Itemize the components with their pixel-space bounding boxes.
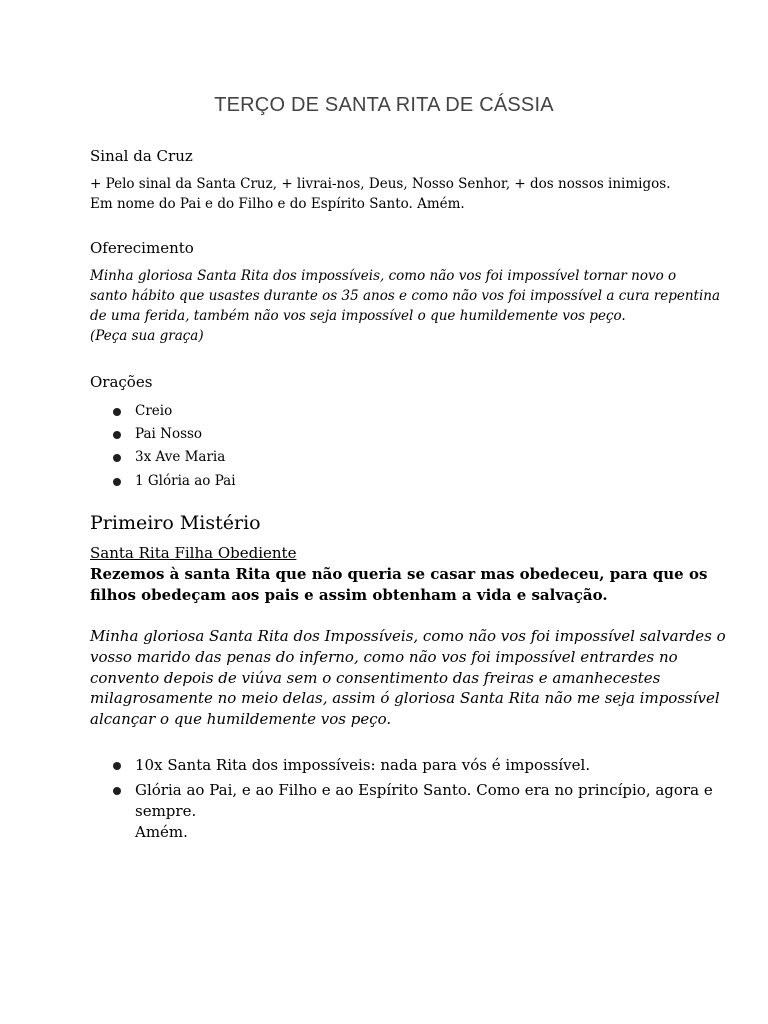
prayer-line: vosso marido das penas do inferno, como não vos foi impossível entrardes no xyxy=(90,647,678,666)
bullet-icon xyxy=(113,431,121,439)
oferecimento-line: Minha gloriosa Santa Rita dos impossíveis, como não vos foi impossível tornar novo o xyxy=(90,268,677,284)
misterio-prayer xyxy=(90,626,726,730)
oracoes-heading: Orações xyxy=(90,373,153,391)
list-item xyxy=(90,400,690,423)
bullet-icon xyxy=(113,454,121,462)
misterio-subtitle: Santa Rita Filha Obediente xyxy=(90,544,297,562)
list-item xyxy=(90,470,690,493)
oferecimento-line: (Peça sua graça) xyxy=(90,328,204,344)
sinal-heading: Sinal da Cruz xyxy=(90,147,193,165)
intention-line: Rezemos à santa Rita que não queria se casar mas obedeceu, para que os xyxy=(90,565,708,583)
list-item-label: 10x Santa Rita dos impossíveis: nada para vós é impossível. xyxy=(135,756,591,774)
list-item xyxy=(90,780,713,843)
bullet-icon xyxy=(113,787,121,795)
list-item xyxy=(90,755,690,776)
misterio-title: Primeiro Mistério xyxy=(90,512,261,534)
prayer-line: alcançar o que humildemente vos peço. xyxy=(90,710,392,729)
intention-line: filhos obedeçam aos pais e assim obtenham a vida e salvação. xyxy=(90,585,608,604)
list-item-label: Creio xyxy=(135,403,173,419)
oferecimento-line: santo hábito que usastes durante os 35 anos e como não vos foi impossível a cura repentina xyxy=(90,288,721,304)
list-item-label: 3x Ave Maria xyxy=(135,449,226,466)
list-item-label: 1 Glória ao Pai xyxy=(135,472,236,489)
document-title: TERÇO DE SANTA RITA DE CÁSSIA xyxy=(214,94,554,116)
oferecimento-heading: Oferecimento xyxy=(90,239,194,257)
list-item-label: Pai Nosso xyxy=(135,426,203,443)
oferecimento-line: de uma ferida, também não vos seja impossível o que humildemente vos peço. xyxy=(90,308,626,324)
list-item-label: sempre. xyxy=(135,802,197,820)
bullet-icon xyxy=(113,408,121,416)
list-item xyxy=(90,423,690,446)
bullet-icon xyxy=(113,762,121,770)
bullet-icon xyxy=(113,478,121,486)
prayer-line: Minha gloriosa Santa Rita dos Impossíveis, como não vos foi impossível salvardes o xyxy=(90,627,726,645)
prayer-line: milagrosamente no meio delas, assim ó gloriosa Santa Rita não me seja impossível xyxy=(90,689,720,708)
misterio-list xyxy=(90,755,713,847)
list-item-label: Amém. xyxy=(135,823,188,841)
sinal-text xyxy=(90,174,690,214)
oferecimento-text xyxy=(90,266,721,346)
sinal-line: + Pelo sinal da Santa Cruz, + livrai-nos, Deus, Nosso Senhor, + dos nossos inimigos. xyxy=(90,176,671,192)
misterio-intention xyxy=(90,564,708,605)
oracoes-list xyxy=(90,400,690,493)
list-item-label: Glória ao Pai, e ao Filho e ao Espírito Santo. Como era no princípio, agora e xyxy=(135,781,713,799)
prayer-line: convento depois de viúva sem o consentimento das freiras e amanhecestes xyxy=(90,668,661,687)
list-item xyxy=(90,446,690,469)
sinal-line: Em nome do Pai e do Filho e do Espírito Santo. Amém. xyxy=(90,196,465,212)
